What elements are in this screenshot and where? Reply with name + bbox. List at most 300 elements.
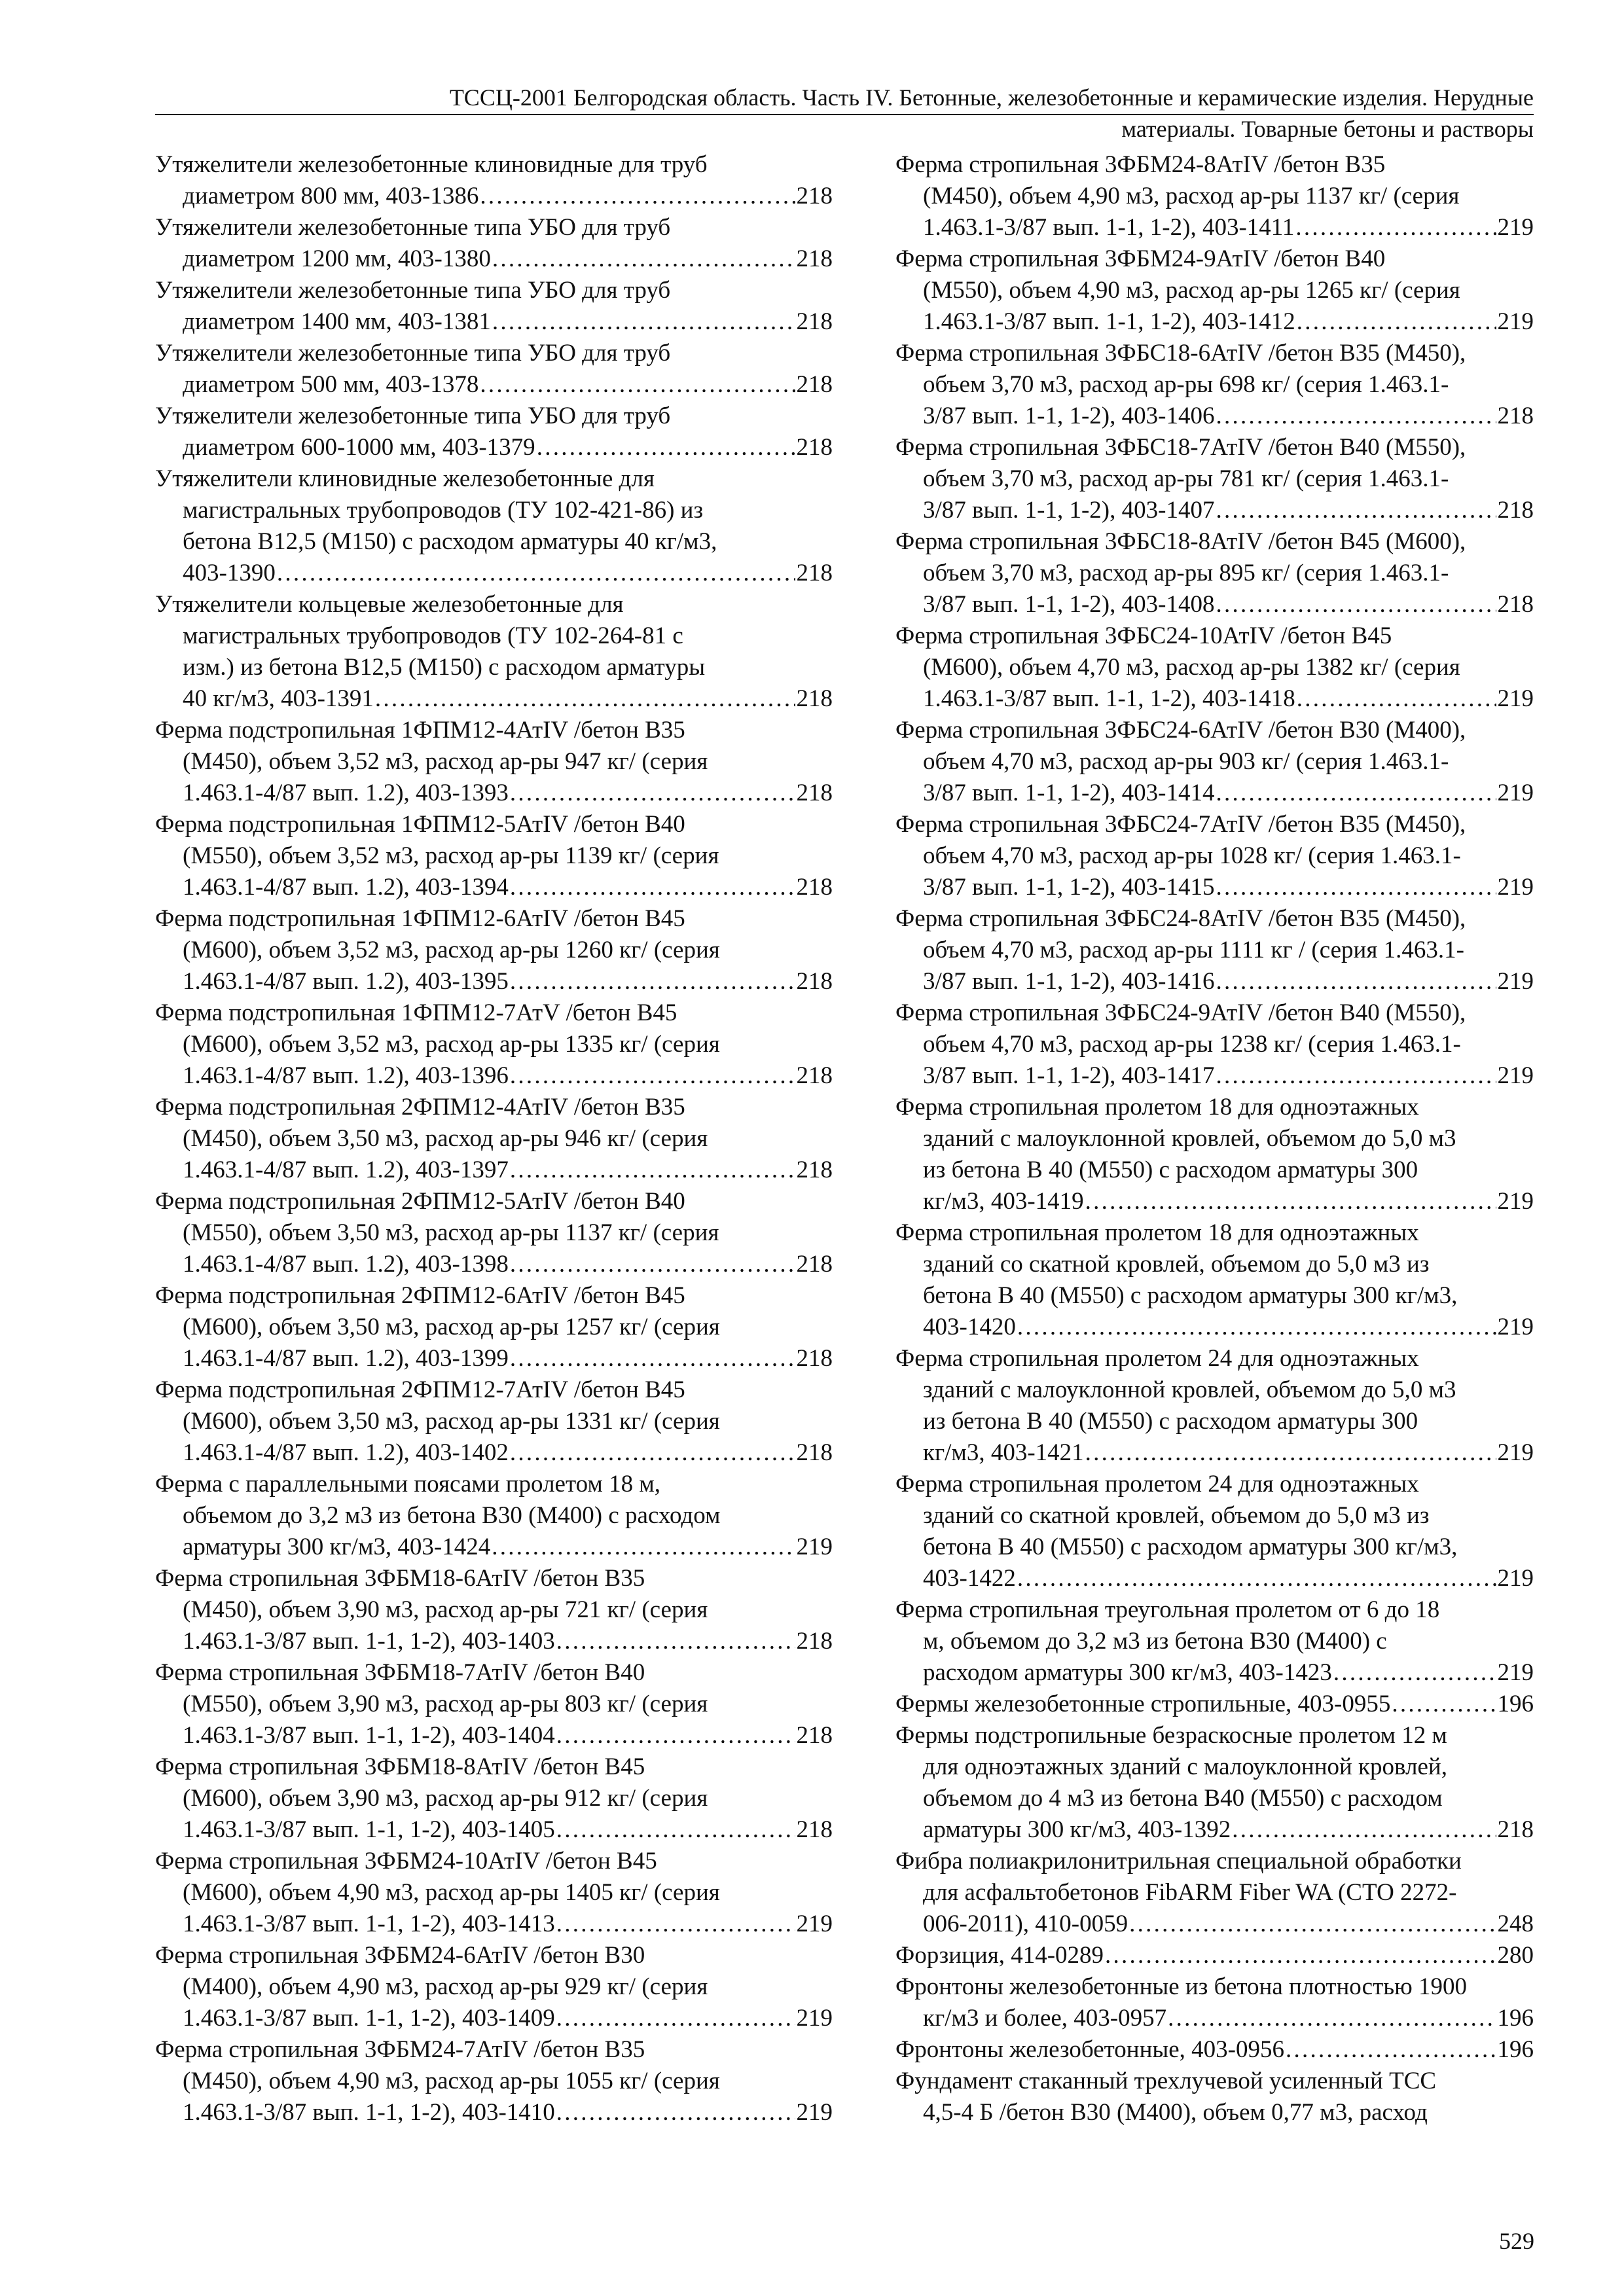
entry-last-line bbox=[895, 683, 1534, 715]
entry-last-line bbox=[895, 2003, 1534, 2034]
entry-line: Ферма стропильная 3ФБМ24-8АтIV /бетон В35 bbox=[895, 151, 1386, 178]
entry-line: Ферма стропильная 3ФБС24-10АтIV /бетон В45 bbox=[895, 622, 1392, 649]
entry-last-line bbox=[155, 369, 833, 401]
entry-page-ref: 196 bbox=[1497, 1691, 1534, 1717]
entry-page-ref: 280 bbox=[1497, 1942, 1534, 1969]
entry-text: 1.463.1-4/87 вып. 1.2), 403-1395 bbox=[183, 968, 509, 995]
entry-page-ref: 218 bbox=[796, 183, 833, 209]
entry-line: Ферма стропильная 3ФБМ24-10АтIV /бетон В45 bbox=[155, 1848, 657, 1874]
entry-line: Ферма стропильная пролетом 24 для одноэтажных bbox=[895, 1345, 1419, 1372]
entry-text: Фермы железобетонные стропильные, 403-0955 bbox=[895, 1691, 1391, 1717]
header-line-2: материалы. Товарные бетоны и растворы bbox=[1121, 116, 1534, 142]
entry-last-line bbox=[895, 1312, 1534, 1343]
entry-page-ref: 218 bbox=[796, 874, 833, 901]
dot-leader bbox=[510, 778, 795, 809]
entry-last-line bbox=[895, 872, 1534, 903]
entry-last-line bbox=[155, 1720, 833, 1751]
dot-leader bbox=[556, 1626, 795, 1657]
entry-line: Ферма подстропильная 2ФПМ12-4АтIV /бетон В35 bbox=[155, 1094, 685, 1121]
dot-leader bbox=[1392, 1689, 1496, 1720]
entry-last-line bbox=[895, 1657, 1534, 1689]
entry-line: (М600), объем 3,52 м3, расход ар-ры 1260 кг/ (серия bbox=[183, 937, 720, 963]
index-entry bbox=[895, 1469, 1534, 1594]
entry-line: зданий с малоуклонной кровлей, объемом до 5,0 м3 bbox=[923, 1376, 1456, 1403]
entry-line: Ферма стропильная 3ФБМ24-6АтIV /бетон В30 bbox=[155, 1942, 645, 1969]
entry-line: Фибра полиакрилонитрильная специальной обработки bbox=[895, 1848, 1462, 1874]
entry-line: Утяжелители железобетонные типа УБО для труб bbox=[155, 214, 671, 241]
entry-text: 1.463.1-3/87 вып. 1-1, 1-2), 403-1404 bbox=[183, 1722, 555, 1749]
entry-line: Утяжелители железобетонные типа УБО для труб bbox=[155, 340, 671, 367]
entry-page-ref: 218 bbox=[796, 1062, 833, 1089]
index-entry bbox=[895, 1689, 1534, 1720]
entry-last-line bbox=[155, 966, 833, 997]
running-header bbox=[155, 84, 1534, 143]
entry-text: 1.463.1-3/87 вып. 1-1, 1-2), 403-1411 bbox=[923, 214, 1295, 241]
entry-line: бетона В 40 (М550) с расходом арматуры 300 кг/м3, bbox=[923, 1282, 1458, 1309]
entry-page-ref: 219 bbox=[796, 2099, 833, 2126]
dot-leader bbox=[510, 1060, 795, 1092]
entry-line: Ферма подстропильная 1ФПМ12-5АтIV /бетон В40 bbox=[155, 811, 685, 838]
entry-page-ref: 219 bbox=[1497, 1188, 1534, 1215]
index-entry bbox=[155, 1374, 833, 1469]
index-entry bbox=[895, 338, 1534, 432]
entry-line: объем 4,70 м3, расход ар-ры 1028 кг/ (серия 1.463.1- bbox=[923, 842, 1461, 869]
entry-text: 1.463.1-4/87 вып. 1.2), 403-1399 bbox=[183, 1345, 509, 1372]
entry-text: 3/87 вып. 1-1, 1-2), 403-1414 bbox=[923, 780, 1215, 806]
entry-text: 1.463.1-4/87 вып. 1.2), 403-1402 bbox=[183, 1439, 509, 1466]
dot-leader bbox=[556, 2003, 795, 2034]
entry-last-line bbox=[155, 2097, 833, 2128]
index-entry bbox=[895, 997, 1534, 1092]
entry-text: диаметром 500 мм, 403-1378 bbox=[183, 371, 479, 398]
entry-page-ref: 219 bbox=[1497, 968, 1534, 995]
entry-line: Ферма подстропильная 1ФПМ12-6АтIV /бетон В45 bbox=[155, 905, 685, 932]
dot-leader bbox=[537, 432, 795, 463]
entry-page-ref: 218 bbox=[796, 685, 833, 712]
index-entry bbox=[155, 1846, 833, 1940]
entry-page-ref: 218 bbox=[796, 1157, 833, 1183]
entry-line: (М600), объем 3,52 м3, расход ар-ры 1335 кг/ (серия bbox=[183, 1031, 720, 1058]
entry-text: 40 кг/м3, 403-1391 bbox=[183, 685, 374, 712]
entry-last-line bbox=[895, 306, 1534, 338]
dot-leader bbox=[510, 1155, 795, 1186]
entry-line: Фронтоны железобетонные из бетона плотностью 1900 bbox=[895, 1973, 1468, 2000]
entry-page-ref: 218 bbox=[796, 1816, 833, 1843]
entry-line: объемом до 4 м3 из бетона В40 (М550) с расходом bbox=[923, 1785, 1443, 1812]
entry-line: объем 3,70 м3, расход ар-ры 895 кг/ (серия 1.463.1- bbox=[923, 560, 1449, 586]
entry-text: 3/87 вып. 1-1, 1-2), 403-1408 bbox=[923, 591, 1215, 618]
index-entry bbox=[155, 1940, 833, 2034]
entry-last-line bbox=[895, 1186, 1534, 1217]
entry-text: 006-2011), 410-0059 bbox=[923, 1910, 1128, 1937]
entry-line: (М550), объем 3,52 м3, расход ар-ры 1139 кг/ (серия bbox=[183, 842, 719, 869]
entry-line: объем 4,70 м3, расход ар-ры 1238 кг/ (серия 1.463.1- bbox=[923, 1031, 1461, 1058]
entry-last-line bbox=[895, 1814, 1534, 1846]
dot-leader bbox=[1295, 212, 1496, 243]
entry-page-ref: 219 bbox=[1497, 1439, 1534, 1466]
dot-leader bbox=[1129, 1909, 1496, 1940]
dot-leader bbox=[1085, 1186, 1496, 1217]
entry-line: 4,5-4 Б /бетон В30 (М400), объем 0,77 м3, расход bbox=[923, 2099, 1428, 2126]
entry-page-ref: 218 bbox=[796, 1251, 833, 1278]
entry-page-ref: 218 bbox=[796, 1345, 833, 1372]
entry-last-line bbox=[155, 558, 833, 589]
entry-last-line bbox=[155, 181, 833, 212]
entry-last-line bbox=[895, 1437, 1534, 1469]
entry-line: зданий со скатной кровлей, объемом до 5,0 м3 из bbox=[923, 1251, 1430, 1278]
index-entry bbox=[155, 1469, 833, 1563]
entry-line: (М600), объем 4,90 м3, расход ар-ры 1405 кг/ (серия bbox=[183, 1879, 720, 1906]
index-entry bbox=[155, 338, 833, 401]
entry-last-line bbox=[155, 1249, 833, 1280]
entry-text: 1.463.1-4/87 вып. 1.2), 403-1396 bbox=[183, 1062, 509, 1089]
dot-leader bbox=[556, 2097, 795, 2128]
entry-line: для асфальтобетонов FibARM Fiber WA (СТО 2272- bbox=[923, 1879, 1457, 1906]
entry-text: 3/87 вып. 1-1, 1-2), 403-1417 bbox=[923, 1062, 1215, 1089]
entry-last-line bbox=[155, 1814, 833, 1846]
entry-line: Утяжелители железобетонные типа УБО для труб bbox=[155, 403, 671, 429]
entry-line: Ферма подстропильная 2ФПМ12-6АтIV /бетон В45 bbox=[155, 1282, 685, 1309]
entry-last-line bbox=[155, 1343, 833, 1374]
entry-text: кг/м3, 403-1421 bbox=[923, 1439, 1084, 1466]
entry-last-line bbox=[155, 1909, 833, 1940]
entry-text: кг/м3 и более, 403-0957 bbox=[923, 2005, 1167, 2032]
entry-line: Утяжелители клиновидные железобетонные для bbox=[155, 465, 655, 492]
entry-line: объем 4,70 м3, расход ар-ры 903 кг/ (серия 1.463.1- bbox=[923, 748, 1449, 775]
entry-page-ref: 219 bbox=[796, 2005, 833, 2032]
entry-line: Фермы подстропильные безраскосные пролетом 12 м bbox=[895, 1722, 1447, 1749]
entry-line: (М550), объем 3,50 м3, расход ар-ры 1137 кг/ (серия bbox=[183, 1219, 719, 1246]
index-entry bbox=[155, 1092, 833, 1186]
dot-leader bbox=[1216, 872, 1496, 903]
entry-last-line bbox=[895, 495, 1534, 526]
entry-page-ref: 196 bbox=[1497, 2036, 1534, 2063]
entry-line: магистральных трубопроводов (ТУ 102-421-86) из bbox=[183, 497, 704, 524]
entry-line: (М550), объем 3,90 м3, расход ар-ры 803 кг/ (серия bbox=[183, 1691, 708, 1717]
index-entry bbox=[895, 620, 1534, 715]
entry-page-ref: 218 bbox=[796, 371, 833, 398]
entry-line: Ферма стропильная 3ФБС24-6АтIV /бетон В30 (М400), bbox=[895, 717, 1466, 744]
entry-last-line bbox=[895, 212, 1534, 243]
dot-leader bbox=[1216, 966, 1496, 997]
index-entry bbox=[895, 1720, 1534, 1846]
entry-text: 403-1390 bbox=[183, 560, 276, 586]
dot-leader bbox=[1085, 1437, 1496, 1469]
dot-leader bbox=[1286, 2034, 1496, 2066]
entry-last-line bbox=[895, 1563, 1534, 1594]
dot-leader bbox=[1216, 401, 1496, 432]
entry-page-ref: 218 bbox=[796, 1628, 833, 1655]
entry-line: бетона В 40 (М550) с расходом арматуры 300 кг/м3, bbox=[923, 1534, 1458, 1560]
entry-last-line bbox=[895, 778, 1534, 809]
entry-line: Утяжелители железобетонные клиновидные для труб bbox=[155, 151, 708, 178]
entry-last-line bbox=[155, 872, 833, 903]
entry-last-line bbox=[155, 243, 833, 275]
entry-line: Ферма подстропильная 2ФПМ12-7АтIV /бетон В45 bbox=[155, 1376, 685, 1403]
entry-line: Ферма стропильная 3ФБМ24-9АтIV /бетон В40 bbox=[895, 245, 1386, 272]
header-line-1: ТССЦ-2001 Белгородская область. Часть IV. Бетонные, железобетонные и керамические изделия. Нерудные bbox=[155, 84, 1534, 115]
dot-leader bbox=[510, 1343, 795, 1374]
entry-text: 1.463.1-3/87 вып. 1-1, 1-2), 403-1409 bbox=[183, 2005, 555, 2032]
index-entry bbox=[155, 715, 833, 809]
entry-text: 3/87 вып. 1-1, 1-2), 403-1406 bbox=[923, 403, 1215, 429]
entry-line: Ферма стропильная 3ФБС18-7АтIV /бетон В40 (М550), bbox=[895, 434, 1466, 461]
dot-leader bbox=[1232, 1814, 1496, 1846]
entry-page-ref: 219 bbox=[1497, 308, 1534, 335]
index-entry bbox=[155, 212, 833, 275]
entry-last-line bbox=[895, 401, 1534, 432]
entry-line: (М600), объем 3,90 м3, расход ар-ры 912 кг/ (серия bbox=[183, 1785, 708, 1812]
dot-leader bbox=[1168, 2003, 1496, 2034]
entry-text: арматуры 300 кг/м3, 403-1392 bbox=[923, 1816, 1231, 1843]
index-entry bbox=[895, 526, 1534, 620]
entry-line: Ферма стропильная пролетом 24 для одноэтажных bbox=[895, 1471, 1419, 1498]
index-entry bbox=[155, 997, 833, 1092]
dot-leader bbox=[480, 369, 795, 401]
entry-page-ref: 219 bbox=[1497, 1314, 1534, 1340]
entry-page-ref: 219 bbox=[1497, 1659, 1534, 1686]
entry-text: 3/87 вып. 1-1, 1-2), 403-1407 bbox=[923, 497, 1215, 524]
dot-leader bbox=[510, 872, 795, 903]
dot-leader bbox=[375, 683, 795, 715]
index-entry bbox=[155, 149, 833, 212]
entry-line: из бетона В 40 (М550) с расходом арматуры 300 bbox=[923, 1408, 1418, 1435]
entry-line: объем 4,70 м3, расход ар-ры 1111 кг / (серия 1.463.1- bbox=[923, 937, 1464, 963]
entry-line: (М600), объем 3,50 м3, расход ар-ры 1331 кг/ (серия bbox=[183, 1408, 720, 1435]
entry-line: Фундамент стаканный трехлучевой усиленный ТСС bbox=[895, 2068, 1437, 2094]
index-entry bbox=[155, 1657, 833, 1751]
entry-line: Ферма стропильная 3ФБС24-8АтIV /бетон В35 (М450), bbox=[895, 905, 1466, 932]
entry-last-line bbox=[155, 1437, 833, 1469]
index-column-right bbox=[895, 149, 1534, 2128]
entry-line: (М600), объем 4,70 м3, расход ар-ры 1382 кг/ (серия bbox=[923, 654, 1460, 681]
entry-page-ref: 218 bbox=[796, 1722, 833, 1749]
index-entry bbox=[155, 2034, 833, 2128]
entry-line: Ферма стропильная 3ФБМ18-7АтIV /бетон В40 bbox=[155, 1659, 645, 1686]
entry-line: Ферма подстропильная 2ФПМ12-5АтIV /бетон В40 bbox=[155, 1188, 685, 1215]
index-column-left bbox=[155, 149, 833, 2128]
entry-line: Ферма стропильная 3ФБМ24-7АтIV /бетон В35 bbox=[155, 2036, 645, 2063]
dot-leader bbox=[510, 966, 795, 997]
dot-leader bbox=[1297, 683, 1496, 715]
entry-line: м, объемом до 3,2 м3 из бетона В30 (М400) с bbox=[923, 1628, 1387, 1655]
entry-text: 1.463.1-4/87 вып. 1.2), 403-1394 bbox=[183, 874, 509, 901]
index-entry bbox=[895, 1092, 1534, 1217]
entry-line: Ферма стропильная 3ФБС18-8АтIV /бетон В45 (М600), bbox=[895, 528, 1466, 555]
entry-text: 3/87 вып. 1-1, 1-2), 403-1416 bbox=[923, 968, 1215, 995]
entry-page-ref: 219 bbox=[796, 1534, 833, 1560]
entry-line: Ферма подстропильная 1ФПМ12-7АтV /бетон В45 bbox=[155, 999, 677, 1026]
entry-line: Утяжелители кольцевые железобетонные для bbox=[155, 591, 624, 618]
entry-last-line bbox=[155, 1060, 833, 1092]
dot-leader bbox=[510, 1249, 795, 1280]
entry-text: 1.463.1-4/87 вып. 1.2), 403-1398 bbox=[183, 1251, 509, 1278]
entry-page-ref: 219 bbox=[1497, 1565, 1534, 1592]
entry-text: кг/м3, 403-1419 bbox=[923, 1188, 1084, 1215]
index-entry bbox=[155, 589, 833, 715]
entry-last-line bbox=[155, 432, 833, 463]
index-entry bbox=[895, 2034, 1534, 2066]
entry-text: Фронтоны железобетонные, 403-0956 bbox=[895, 2036, 1285, 2063]
index-entry bbox=[155, 1280, 833, 1374]
page-number: 529 bbox=[1499, 2228, 1534, 2254]
dot-leader bbox=[1017, 1312, 1496, 1343]
entry-text: диаметром 800 мм, 403-1386 bbox=[183, 183, 479, 209]
dot-leader bbox=[1333, 1657, 1496, 1689]
index-entry bbox=[155, 1186, 833, 1280]
entry-last-line bbox=[155, 1532, 833, 1563]
index-entry bbox=[895, 1343, 1534, 1469]
entry-line: (М400), объем 4,90 м3, расход ар-ры 929 кг/ (серия bbox=[183, 1973, 708, 2000]
index-entry bbox=[895, 1846, 1534, 1940]
index-entry bbox=[155, 1751, 833, 1846]
entry-text: расходом арматуры 300 кг/м3, 403-1423 bbox=[923, 1659, 1332, 1686]
entry-line: (М450), объем 4,90 м3, расход ар-ры 1137 кг/ (серия bbox=[923, 183, 1460, 209]
entry-text: 403-1420 bbox=[923, 1314, 1016, 1340]
entry-last-line bbox=[895, 1909, 1534, 1940]
index-entry bbox=[895, 149, 1534, 243]
entry-page-ref: 219 bbox=[1497, 1062, 1534, 1089]
entry-page-ref: 219 bbox=[1497, 214, 1534, 241]
entry-page-ref: 218 bbox=[796, 780, 833, 806]
entry-page-ref: 219 bbox=[1497, 685, 1534, 712]
entry-line: (М450), объем 3,90 м3, расход ар-ры 721 кг/ (серия bbox=[183, 1596, 708, 1623]
index-entry bbox=[895, 903, 1534, 997]
entry-last-line bbox=[895, 966, 1534, 997]
dot-leader bbox=[277, 558, 795, 589]
dot-leader bbox=[480, 181, 795, 212]
entry-text: диаметром 1400 мм, 403-1381 bbox=[183, 308, 491, 335]
entry-page-ref: 218 bbox=[796, 245, 833, 272]
entry-page-ref: 218 bbox=[796, 434, 833, 461]
entry-line: (М450), объем 3,52 м3, расход ар-ры 947 кг/ (серия bbox=[183, 748, 708, 775]
entry-page-ref: 218 bbox=[796, 308, 833, 335]
entry-text: 3/87 вып. 1-1, 1-2), 403-1415 bbox=[923, 874, 1215, 901]
entry-line: объемом до 3,2 м3 из бетона В30 (М400) с расходом bbox=[183, 1502, 721, 1529]
entry-page-ref: 196 bbox=[1497, 2005, 1534, 2032]
index-entry bbox=[895, 809, 1534, 903]
index-entry bbox=[155, 463, 833, 589]
index-entry bbox=[895, 2066, 1534, 2128]
entry-line: Ферма стропильная пролетом 18 для одноэтажных bbox=[895, 1219, 1419, 1246]
entry-text: 1.463.1-3/87 вып. 1-1, 1-2), 403-1403 bbox=[183, 1628, 555, 1655]
index-entry bbox=[155, 275, 833, 338]
entry-line: Ферма стропильная треугольная пролетом от 6 до 18 bbox=[895, 1596, 1440, 1623]
dot-leader bbox=[1216, 495, 1496, 526]
index-entry bbox=[155, 903, 833, 997]
entry-page-ref: 218 bbox=[796, 560, 833, 586]
dot-leader bbox=[556, 1720, 795, 1751]
entry-last-line bbox=[155, 1626, 833, 1657]
entry-text: 1.463.1-3/87 вып. 1-1, 1-2), 403-1413 bbox=[183, 1910, 555, 1937]
entry-page-ref: 218 bbox=[796, 968, 833, 995]
entry-line: зданий со скатной кровлей, объемом до 5,0 м3 из bbox=[923, 1502, 1430, 1529]
entry-page-ref: 219 bbox=[1497, 780, 1534, 806]
index-entry bbox=[895, 1217, 1534, 1343]
entry-page-ref: 218 bbox=[1497, 1816, 1534, 1843]
index-entry bbox=[895, 1594, 1534, 1689]
dot-leader bbox=[1017, 1563, 1496, 1594]
entry-page-ref: 248 bbox=[1497, 1910, 1534, 1937]
dot-leader bbox=[1216, 1060, 1496, 1092]
entry-text: диаметром 1200 мм, 403-1380 bbox=[183, 245, 491, 272]
entry-line: зданий с малоуклонной кровлей, объемом до 5,0 м3 bbox=[923, 1125, 1456, 1152]
entry-line: из бетона В 40 (М550) с расходом арматуры 300 bbox=[923, 1157, 1418, 1183]
entry-last-line bbox=[155, 778, 833, 809]
dot-leader bbox=[1216, 778, 1496, 809]
entry-last-line bbox=[155, 2003, 833, 2034]
index-entry bbox=[155, 401, 833, 463]
dot-leader bbox=[492, 1532, 795, 1563]
entry-page-ref: 218 bbox=[1497, 497, 1534, 524]
entry-line: Ферма стропильная 3ФБС24-9АтIV /бетон В40 (М550), bbox=[895, 999, 1466, 1026]
dot-leader bbox=[1105, 1940, 1496, 1971]
entry-line: (М600), объем 3,50 м3, расход ар-ры 1257 кг/ (серия bbox=[183, 1314, 720, 1340]
entry-line: (М450), объем 4,90 м3, расход ар-ры 1055 кг/ (серия bbox=[183, 2068, 720, 2094]
entry-text: 1.463.1-4/87 вып. 1.2), 403-1393 bbox=[183, 780, 509, 806]
entry-last-line bbox=[895, 1060, 1534, 1092]
entry-last-line bbox=[895, 2034, 1534, 2066]
entry-line: Ферма стропильная 3ФБС18-6АтIV /бетон В35 (М450), bbox=[895, 340, 1466, 367]
entry-text: 1.463.1-4/87 вып. 1.2), 403-1397 bbox=[183, 1157, 509, 1183]
entry-page-ref: 219 bbox=[796, 1910, 833, 1937]
entry-last-line bbox=[895, 1689, 1534, 1720]
entry-line: Ферма стропильная 3ФБМ18-6АтIV /бетон В35 bbox=[155, 1565, 645, 1592]
dot-leader bbox=[510, 1437, 795, 1469]
index-entry bbox=[895, 432, 1534, 526]
entry-line: Утяжелители железобетонные типа УБО для труб bbox=[155, 277, 671, 304]
entry-line: бетона В12,5 (М150) с расходом арматуры 40 кг/м3, bbox=[183, 528, 717, 555]
dot-leader bbox=[1216, 589, 1496, 620]
entry-text: 403-1422 bbox=[923, 1565, 1016, 1592]
entry-last-line bbox=[895, 589, 1534, 620]
entry-page-ref: 218 bbox=[1497, 591, 1534, 618]
entry-last-line bbox=[895, 1940, 1534, 1971]
entry-page-ref: 219 bbox=[1497, 874, 1534, 901]
entry-page-ref: 218 bbox=[1497, 403, 1534, 429]
entry-text: Форзиция, 414-0289 bbox=[895, 1942, 1104, 1969]
entry-line: (М550), объем 4,90 м3, расход ар-ры 1265 кг/ (серия bbox=[923, 277, 1460, 304]
entry-line: Ферма стропильная 3ФБМ18-8АтIV /бетон В45 bbox=[155, 1753, 645, 1780]
entry-line: объем 3,70 м3, расход ар-ры 781 кг/ (серия 1.463.1- bbox=[923, 465, 1449, 492]
index-entry bbox=[155, 809, 833, 903]
index-entry bbox=[895, 1971, 1534, 2034]
entry-line: Ферма с параллельными поясами пролетом 18 м, bbox=[155, 1471, 661, 1498]
dot-leader bbox=[492, 243, 795, 275]
entry-text: 1.463.1-3/87 вып. 1-1, 1-2), 403-1410 bbox=[183, 2099, 555, 2126]
index-entry bbox=[895, 243, 1534, 338]
entry-text: диаметром 600-1000 мм, 403-1379 bbox=[183, 434, 535, 461]
entry-last-line bbox=[155, 306, 833, 338]
entry-line: (М450), объем 3,50 м3, расход ар-ры 946 кг/ (серия bbox=[183, 1125, 708, 1152]
entry-text: 1.463.1-3/87 вып. 1-1, 1-2), 403-1418 bbox=[923, 685, 1295, 712]
entry-last-line bbox=[155, 683, 833, 715]
entry-text: 1.463.1-3/87 вып. 1-1, 1-2), 403-1412 bbox=[923, 308, 1295, 335]
index-entry bbox=[895, 1940, 1534, 1971]
entry-page-ref: 218 bbox=[796, 1439, 833, 1466]
dot-leader bbox=[492, 306, 795, 338]
index-entry bbox=[895, 715, 1534, 809]
entry-line: для одноэтажных зданий с малоуклонной кровлей, bbox=[923, 1753, 1447, 1780]
dot-leader bbox=[556, 1909, 795, 1940]
entry-line: объем 3,70 м3, расход ар-ры 698 кг/ (серия 1.463.1- bbox=[923, 371, 1449, 398]
entry-line: Ферма стропильная пролетом 18 для одноэтажных bbox=[895, 1094, 1419, 1121]
index-entry bbox=[155, 1563, 833, 1657]
entry-line: изм.) из бетона В12,5 (М150) с расходом арматуры bbox=[183, 654, 706, 681]
dot-leader bbox=[556, 1814, 795, 1846]
entry-text: 1.463.1-3/87 вып. 1-1, 1-2), 403-1405 bbox=[183, 1816, 555, 1843]
entry-line: магистральных трубопроводов (ТУ 102-264-81 с bbox=[183, 622, 683, 649]
